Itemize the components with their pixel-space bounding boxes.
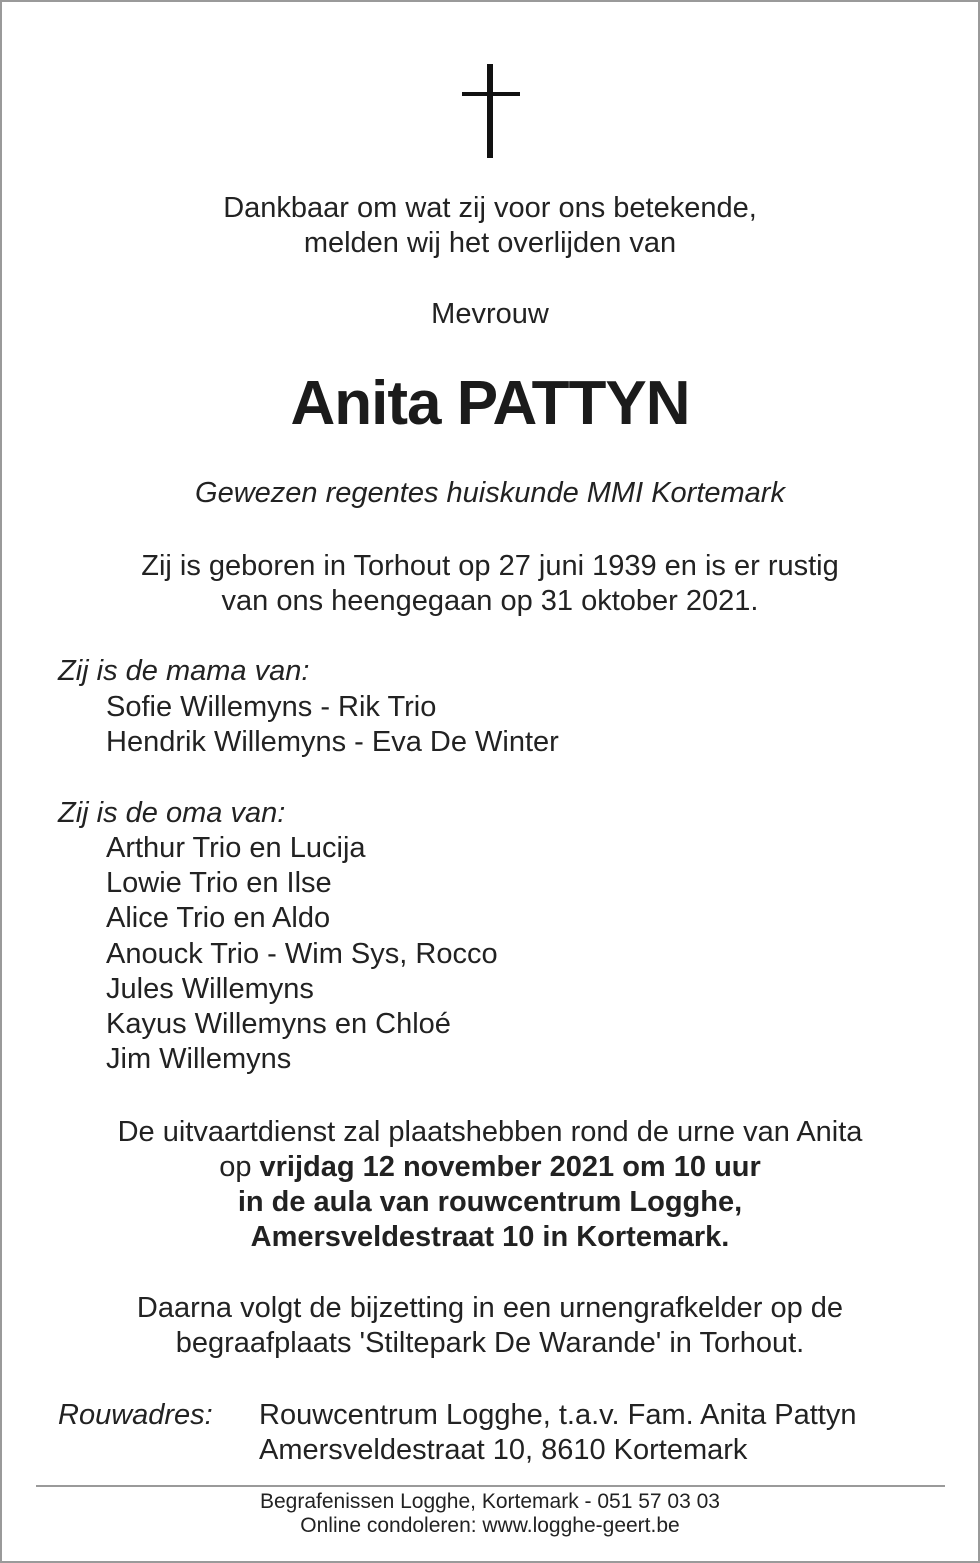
service-details <box>0 1115 980 1255</box>
address-line: Rouwcentrum Logghe, t.a.v. Fam. Anita Pattyn <box>259 1399 857 1431</box>
footer-divider <box>36 1485 945 1487</box>
list-item: Sofie Willemyns - Rik Trio <box>106 691 437 723</box>
birth-death-text <box>0 549 980 619</box>
address-line: Amersveldestraat 10, 8610 Kortemark <box>259 1434 748 1466</box>
service-date-line <box>0 1150 980 1185</box>
birth-line: van ons heengegaan op 31 oktober 2021. <box>221 585 759 617</box>
cross-icon <box>462 64 520 158</box>
grandchildren-heading: Zij is de oma van: <box>58 797 286 829</box>
burial-line: Daarna volgt de bijzetting in een urnengrafkelder op de <box>136 1292 844 1324</box>
list-item: Anouck Trio - Wim Sys, Rocco <box>106 937 498 970</box>
list-item: Arthur Trio en Lucija <box>106 832 366 864</box>
burial-text <box>0 1291 980 1361</box>
footer <box>0 1490 980 1538</box>
children-heading: Zij is de mama van: <box>58 655 310 687</box>
list-item: Kayus Willemyns en Chloé <box>106 1008 451 1041</box>
occupation: Gewezen regentes huiskunde MMI Kortemark <box>195 477 785 509</box>
list-item: Jim Willemyns <box>106 1043 292 1076</box>
service-location: in de aula van rouwcentrum Logghe, <box>237 1186 743 1218</box>
footer-funeral-home: Begrafenissen Logghe, Kortemark - 051 57 03 03 <box>260 1490 720 1513</box>
intro-line: Dankbaar om wat zij voor ons betekende, <box>223 192 757 224</box>
children-list <box>106 690 559 760</box>
deceased-name: Anita PATTYN <box>290 369 690 438</box>
service-street: Amersveldestraat 10 in Kortemark. <box>250 1221 730 1253</box>
birth-line: Zij is geboren in Torhout op 27 juni 1939 en is er rustig <box>141 550 839 582</box>
burial-line: begraafplaats 'Stiltepark De Warande' in Torhout. <box>175 1327 805 1359</box>
intro-text <box>0 191 980 261</box>
footer-condolence-link[interactable]: Online condoleren: www.logghe-geert.be <box>300 1514 680 1537</box>
service-line: De uitvaartdienst zal plaatshebben rond de urne van Anita <box>117 1116 863 1148</box>
list-item: Alice Trio en Aldo <box>106 902 331 935</box>
grandchildren-list <box>106 831 498 1077</box>
honorific: Mevrouw <box>431 298 549 330</box>
list-item: Jules Willemyns <box>106 972 314 1005</box>
list-item: Hendrik Willemyns - Eva De Winter <box>106 726 559 759</box>
address-lines <box>259 1398 857 1468</box>
service-date-prefix: op <box>219 1151 260 1183</box>
address-label: Rouwadres: <box>58 1399 213 1431</box>
intro-line: melden wij het overlijden van <box>303 227 677 259</box>
service-date: vrijdag 12 november 2021 om 10 uur <box>259 1151 761 1183</box>
list-item: Lowie Trio en Ilse <box>106 867 332 900</box>
